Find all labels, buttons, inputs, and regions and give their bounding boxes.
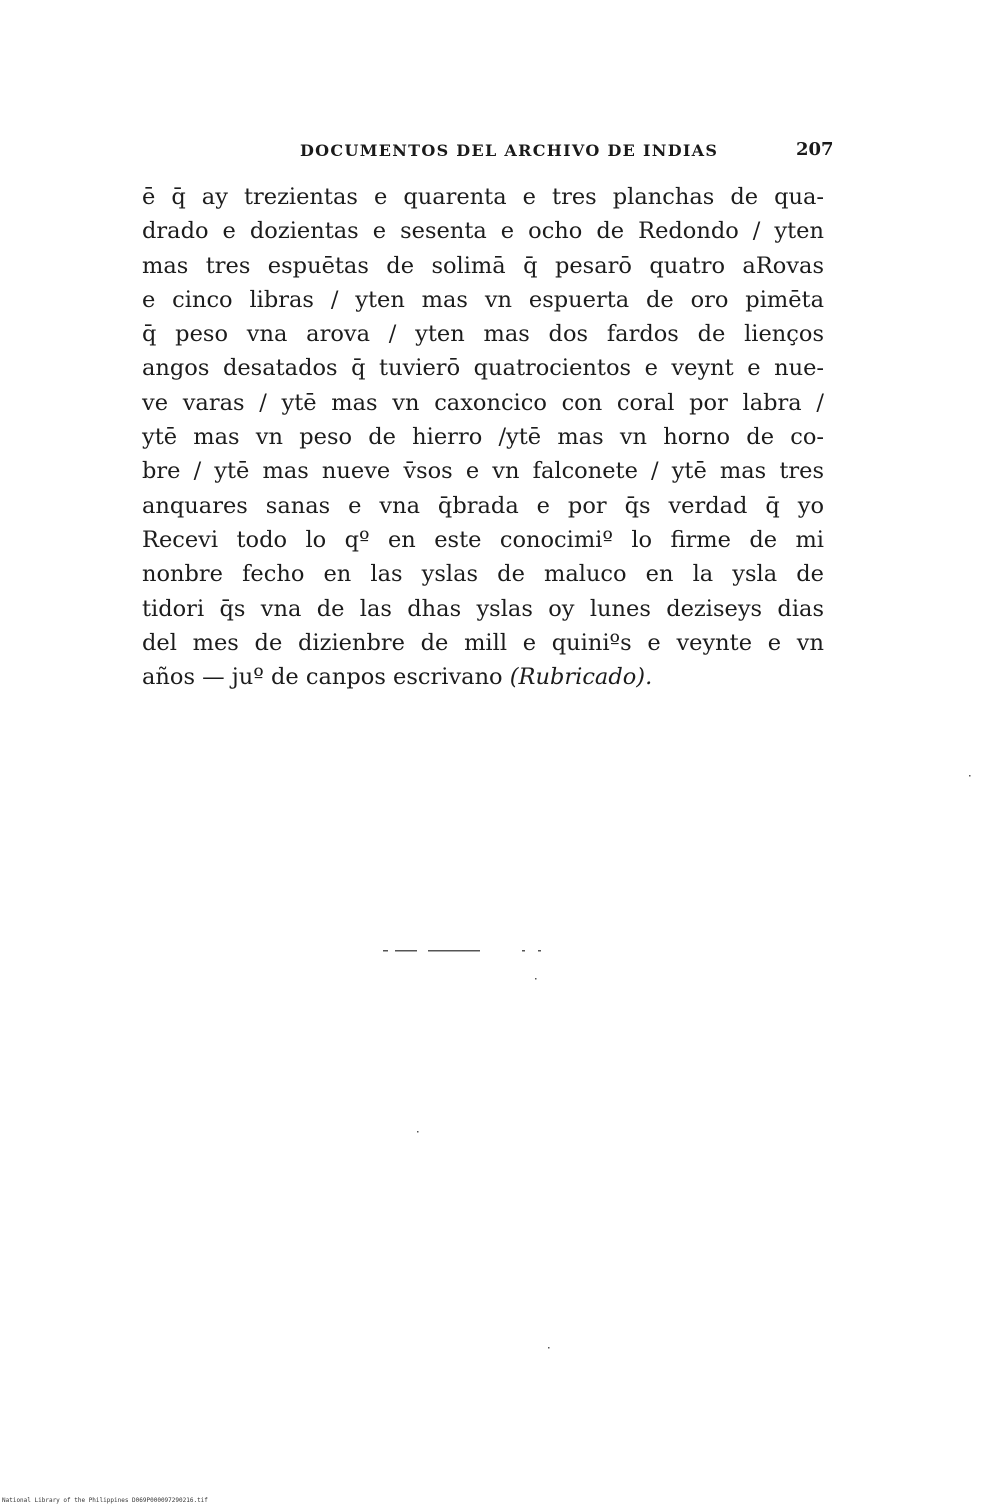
text-line: del mes de dizienbre de mill e quiniºs e veynte e vn bbox=[142, 629, 824, 656]
scan-speck bbox=[428, 950, 480, 952]
text-line: bre / ytē mas nueve v̄sos e vn falconete / ytē mas tres bbox=[142, 458, 824, 485]
text-line: tidori q̄s vna de las dhas yslas oy lunes deziseys dias bbox=[142, 595, 824, 622]
text-line: ē q̄ ay trezientas e quarenta e tres planchas de qua- bbox=[142, 184, 824, 210]
scan-speck bbox=[417, 1131, 419, 1133]
scan-speck bbox=[548, 1347, 550, 1349]
text-line: e cinco libras / yten mas vn espuerta de oro pimēta bbox=[142, 286, 824, 313]
scan-speck bbox=[538, 950, 541, 952]
rubric-note: (Rubricado). bbox=[509, 664, 653, 691]
text-line: Recevi todo lo qº en este conocimiº lo firme de mi bbox=[142, 526, 824, 553]
text-line: ve varas / ytē mas vn caxoncico con coral por labra / bbox=[142, 389, 824, 416]
text-line: drado e dozientas e sesenta e ocho de Redondo / yten bbox=[142, 218, 824, 245]
scan-speck bbox=[383, 950, 388, 952]
text-line: mas tres espuētas de solimā q̄ pesarō quatro aRovas bbox=[142, 252, 824, 279]
scan-speck bbox=[522, 950, 525, 952]
scan-source-note: National Library of the Philippines D069P000097290216.tif bbox=[2, 1497, 208, 1504]
text-line: angos desatados q̄ tuvierō quatrocientos e veynt e nue- bbox=[142, 355, 824, 382]
scan-speck bbox=[535, 978, 537, 980]
text-line: anquares sanas e vna q̄brada e por q̄s verdad q̄ yo bbox=[142, 492, 824, 519]
signature-text: años — juº de canpos escrivano bbox=[142, 664, 510, 691]
scan-speck bbox=[969, 775, 971, 777]
running-head: DOCUMENTOS DEL ARCHIVO DE INDIAS bbox=[300, 141, 719, 160]
text-line: q̄ peso vna arova / yten mas dos fardos de lienços bbox=[142, 321, 824, 348]
text-line: nonbre fecho en las yslas de maluco en la ysla de bbox=[142, 561, 824, 588]
scan-speck bbox=[395, 950, 417, 952]
text-line: ytē mas vn peso de hierro /ytē mas vn horno de co- bbox=[142, 424, 824, 451]
page-number: 207 bbox=[796, 139, 834, 160]
